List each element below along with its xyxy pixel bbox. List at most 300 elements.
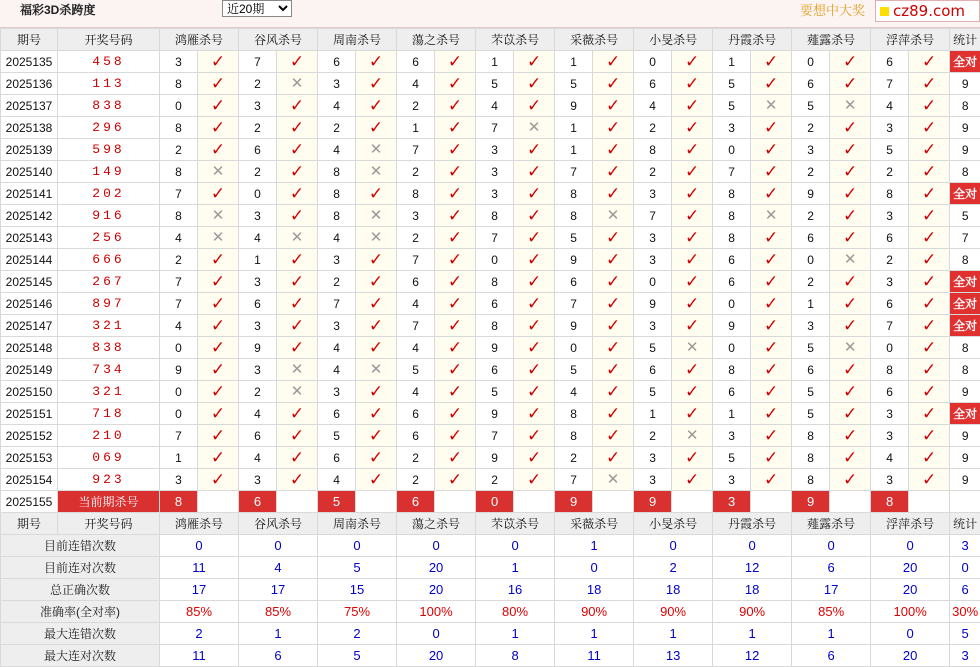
result-mark-cell <box>356 469 397 491</box>
kill-number-cell: 1 <box>239 249 277 271</box>
checkmark-icon: ✓ <box>764 382 778 401</box>
checkmark-icon: ✓ <box>448 316 462 335</box>
checkmark-icon: ✓ <box>764 426 778 445</box>
result-mark-cell <box>672 425 713 447</box>
kill-number-cell: 0 <box>160 403 198 425</box>
table-row <box>1 271 980 293</box>
result-mark-cell <box>435 249 476 271</box>
table-row <box>1 51 980 73</box>
checkmark-icon: ✓ <box>369 316 383 335</box>
checkmark-icon: ✓ <box>606 74 620 93</box>
cross-icon: ✕ <box>844 339 857 356</box>
kill-number-cell: 8 <box>318 205 356 227</box>
site-logo[interactable] <box>875 0 980 22</box>
kill-number-cell: 0 <box>792 249 830 271</box>
header-expert[interactable]: 薤露杀号 <box>792 29 871 51</box>
header-expert[interactable]: 浮萍杀号 <box>871 513 950 535</box>
current-blank-cell <box>751 491 792 513</box>
kill-number-cell: 3 <box>476 139 514 161</box>
period-cell: 2025137 <box>1 95 58 117</box>
header-expert[interactable]: 芣苡杀号 <box>476 29 555 51</box>
result-mark-cell <box>751 117 792 139</box>
current-kill-number: 9 <box>555 491 593 513</box>
header-draw: 开奖号码 <box>58 513 160 535</box>
period-cell: 2025148 <box>1 337 58 359</box>
result-mark-cell <box>751 337 792 359</box>
kill-number-cell: 3 <box>634 469 672 491</box>
checkmark-icon: ✓ <box>922 448 936 467</box>
summary-value: 11 <box>555 645 634 667</box>
current-blank-cell <box>672 491 713 513</box>
checkmark-icon: ✓ <box>764 294 778 313</box>
checkmark-icon: ✓ <box>290 118 304 137</box>
checkmark-icon: ✓ <box>290 184 304 203</box>
kill-number-cell: 0 <box>713 337 751 359</box>
checkmark-icon: ✓ <box>448 360 462 379</box>
kill-number-cell: 2 <box>792 117 830 139</box>
header-expert[interactable]: 蕩之杀号 <box>397 513 476 535</box>
result-mark-cell <box>751 205 792 227</box>
kill-number-cell: 3 <box>318 73 356 95</box>
cross-icon: ✕ <box>291 75 304 92</box>
kill-number-cell: 3 <box>160 51 198 73</box>
summary-label: 目前连错次数 <box>1 535 160 557</box>
summary-value: 0 <box>792 535 871 557</box>
kill-number-cell: 3 <box>871 117 909 139</box>
checkmark-icon: ✓ <box>527 96 541 115</box>
result-mark-cell <box>672 227 713 249</box>
header-expert[interactable]: 采薇杀号 <box>555 29 634 51</box>
period-cell: 2025153 <box>1 447 58 469</box>
checkmark-icon: ✓ <box>685 228 699 247</box>
current-kill-number: 6 <box>239 491 277 513</box>
checkmark-icon: ✓ <box>843 448 857 467</box>
current-kill-number: 9 <box>634 491 672 513</box>
checkmark-icon: ✓ <box>685 74 699 93</box>
result-mark-cell <box>830 315 871 337</box>
draw-number-cell <box>58 337 160 359</box>
kill-number-cell: 3 <box>634 227 672 249</box>
row-stat-cell: 8 <box>950 359 980 381</box>
kill-number-cell: 8 <box>318 183 356 205</box>
checkmark-icon: ✓ <box>685 184 699 203</box>
page-title: 福彩3D杀跨度 <box>20 1 95 18</box>
kill-number-cell: 3 <box>871 205 909 227</box>
kill-number-cell: 8 <box>555 183 593 205</box>
checkmark-icon: ✓ <box>211 250 225 269</box>
kill-number-cell: 6 <box>476 359 514 381</box>
cross-icon: ✕ <box>607 207 620 224</box>
result-mark-cell <box>514 425 555 447</box>
result-mark-cell <box>830 293 871 315</box>
result-mark-cell <box>356 73 397 95</box>
kill-number-cell: 4 <box>476 95 514 117</box>
checkmark-icon: ✓ <box>527 184 541 203</box>
result-mark-cell <box>672 183 713 205</box>
result-mark-cell <box>593 293 634 315</box>
kill-number-cell: 1 <box>792 293 830 315</box>
result-mark-cell <box>830 359 871 381</box>
table-row <box>1 161 980 183</box>
cross-icon: ✕ <box>370 163 383 180</box>
result-mark-cell <box>514 95 555 117</box>
result-mark-cell <box>356 117 397 139</box>
result-mark-cell <box>751 51 792 73</box>
logo-square-icon <box>880 7 889 16</box>
kill-number-cell: 5 <box>555 73 593 95</box>
kill-number-cell: 3 <box>634 249 672 271</box>
kill-number-cell: 2 <box>555 447 593 469</box>
checkmark-icon: ✓ <box>764 316 778 335</box>
checkmark-icon: ✓ <box>448 470 462 489</box>
kill-number-cell: 6 <box>239 139 277 161</box>
summary-value: 0 <box>871 623 950 645</box>
result-mark-cell <box>672 249 713 271</box>
kill-number-cell: 5 <box>634 381 672 403</box>
result-mark-cell <box>435 447 476 469</box>
period-cell: 2025154 <box>1 469 58 491</box>
result-mark-cell <box>672 73 713 95</box>
summary-value: 1 <box>555 535 634 557</box>
header-expert[interactable]: 鸿雁杀号 <box>160 29 239 51</box>
kill-number-cell: 6 <box>792 359 830 381</box>
kill-number-cell: 5 <box>476 381 514 403</box>
checkmark-icon: ✓ <box>606 404 620 423</box>
checkmark-icon: ✓ <box>448 250 462 269</box>
kill-number-cell: 8 <box>634 139 672 161</box>
kill-number-cell: 2 <box>239 73 277 95</box>
kill-number-cell: 6 <box>239 293 277 315</box>
kill-number-cell: 7 <box>871 315 909 337</box>
summary-stat: 5 <box>950 623 980 645</box>
header-expert[interactable]: 周南杀号 <box>318 29 397 51</box>
kill-number-cell: 2 <box>397 469 435 491</box>
kill-number-cell: 3 <box>634 447 672 469</box>
result-mark-cell <box>514 403 555 425</box>
result-mark-cell <box>751 359 792 381</box>
summary-value: 1 <box>634 623 713 645</box>
kill-number-cell: 3 <box>318 315 356 337</box>
checkmark-icon: ✓ <box>290 426 304 445</box>
result-mark-cell <box>356 205 397 227</box>
draw-number-cell <box>58 447 160 469</box>
checkmark-icon: ✓ <box>211 448 225 467</box>
kill-number-cell: 7 <box>160 425 198 447</box>
result-mark-cell <box>751 183 792 205</box>
result-mark-cell <box>277 403 318 425</box>
checkmark-icon: ✓ <box>843 206 857 225</box>
checkmark-icon: ✓ <box>922 360 936 379</box>
kill-number-cell: 6 <box>871 293 909 315</box>
table-row <box>1 139 980 161</box>
kill-number-cell: 3 <box>239 95 277 117</box>
header-expert[interactable]: 浮萍杀号 <box>871 29 950 51</box>
row-stat-cell: 9 <box>950 425 980 447</box>
result-mark-cell <box>593 51 634 73</box>
cross-icon: ✕ <box>212 163 225 180</box>
summary-value: 4 <box>239 557 318 579</box>
result-mark-cell <box>198 95 239 117</box>
draw-number: 838 <box>92 98 124 113</box>
checkmark-icon: ✓ <box>685 316 699 335</box>
kill-number-cell: 8 <box>555 425 593 447</box>
draw-number-cell <box>58 381 160 403</box>
checkmark-icon: ✓ <box>843 52 857 71</box>
result-mark-cell <box>593 117 634 139</box>
summary-value: 0 <box>476 535 555 557</box>
result-mark-cell <box>435 183 476 205</box>
summary-value: 0 <box>239 535 318 557</box>
checkmark-icon: ✓ <box>606 162 620 181</box>
table-row <box>1 183 980 205</box>
checkmark-icon: ✓ <box>527 206 541 225</box>
checkmark-icon: ✓ <box>448 382 462 401</box>
kill-number-cell: 6 <box>792 73 830 95</box>
promo-text[interactable]: 要想中大奖 <box>800 0 865 19</box>
checkmark-icon: ✓ <box>211 382 225 401</box>
current-kill-number: 5 <box>318 491 356 513</box>
checkmark-icon: ✓ <box>211 52 225 71</box>
result-mark-cell <box>198 447 239 469</box>
summary-value: 5 <box>318 645 397 667</box>
result-mark-cell <box>435 161 476 183</box>
kill-number-cell: 6 <box>634 73 672 95</box>
checkmark-icon: ✓ <box>843 404 857 423</box>
result-mark-cell <box>672 161 713 183</box>
checkmark-icon: ✓ <box>922 272 936 291</box>
summary-stat: 3 <box>950 645 980 667</box>
result-mark-cell <box>277 469 318 491</box>
current-blank-cell <box>593 491 634 513</box>
kill-number-cell: 9 <box>792 183 830 205</box>
checkmark-icon: ✓ <box>764 360 778 379</box>
result-mark-cell <box>672 403 713 425</box>
header-expert[interactable]: 小旻杀号 <box>634 29 713 51</box>
result-mark-cell <box>751 381 792 403</box>
current-kill-number: 8 <box>871 491 909 513</box>
draw-number-cell <box>58 51 160 73</box>
table-row <box>1 249 980 271</box>
period-cell: 2025147 <box>1 315 58 337</box>
kill-number-cell: 8 <box>476 315 514 337</box>
cross-icon: ✕ <box>370 361 383 378</box>
summary-value: 0 <box>397 623 476 645</box>
checkmark-icon: ✓ <box>685 272 699 291</box>
draw-number-cell <box>58 117 160 139</box>
summary-row <box>1 535 980 557</box>
kill-number-cell: 2 <box>239 381 277 403</box>
summary-value: 100% <box>397 601 476 623</box>
draw-number-cell <box>58 359 160 381</box>
result-mark-cell <box>198 227 239 249</box>
result-mark-cell <box>514 381 555 403</box>
checkmark-icon: ✓ <box>843 426 857 445</box>
result-mark-cell <box>751 403 792 425</box>
header-expert[interactable]: 周南杀号 <box>318 513 397 535</box>
result-mark-cell <box>356 139 397 161</box>
kill-number-cell: 5 <box>792 337 830 359</box>
result-mark-cell <box>909 271 950 293</box>
row-stat-cell: 9 <box>950 73 980 95</box>
draw-number-cell <box>58 425 160 447</box>
result-mark-cell <box>198 293 239 315</box>
kill-number-cell: 9 <box>555 315 593 337</box>
kill-number-cell: 4 <box>318 359 356 381</box>
checkmark-icon: ✓ <box>448 184 462 203</box>
draw-number-cell <box>58 271 160 293</box>
current-kill-number: 3 <box>713 491 751 513</box>
checkmark-icon: ✓ <box>211 470 225 489</box>
kill-number-cell: 6 <box>318 51 356 73</box>
cross-icon: ✕ <box>844 97 857 114</box>
result-mark-cell <box>435 337 476 359</box>
header-expert[interactable]: 丹霞杀号 <box>713 29 792 51</box>
kill-number-cell: 5 <box>713 73 751 95</box>
result-mark-cell <box>277 359 318 381</box>
checkmark-icon: ✓ <box>369 448 383 467</box>
period-range-select[interactable] <box>222 0 292 17</box>
header-expert[interactable]: 丹霞杀号 <box>713 513 792 535</box>
result-mark-cell <box>672 293 713 315</box>
kill-number-cell: 4 <box>318 139 356 161</box>
result-mark-cell <box>672 51 713 73</box>
kill-number-table <box>0 28 980 667</box>
checkmark-icon: ✓ <box>764 250 778 269</box>
period-cell: 2025145 <box>1 271 58 293</box>
header-expert[interactable]: 谷风杀号 <box>239 29 318 51</box>
result-mark-cell <box>277 161 318 183</box>
row-stat-cell: 9 <box>950 381 980 403</box>
header-expert[interactable]: 芣苡杀号 <box>476 513 555 535</box>
checkmark-icon: ✓ <box>211 272 225 291</box>
draw-number: 838 <box>92 340 124 355</box>
kill-number-cell: 1 <box>555 51 593 73</box>
current-blank-cell <box>514 491 555 513</box>
checkmark-icon: ✓ <box>290 250 304 269</box>
checkmark-icon: ✓ <box>290 206 304 225</box>
checkmark-icon: ✓ <box>290 272 304 291</box>
checkmark-icon: ✓ <box>369 96 383 115</box>
kill-number-cell: 7 <box>555 161 593 183</box>
summary-value: 6 <box>792 645 871 667</box>
result-mark-cell <box>830 51 871 73</box>
kill-number-cell: 6 <box>397 51 435 73</box>
result-mark-cell <box>672 117 713 139</box>
checkmark-icon: ✓ <box>606 118 620 137</box>
kill-number-cell: 2 <box>634 117 672 139</box>
kill-number-cell: 7 <box>160 183 198 205</box>
kill-number-cell: 5 <box>792 381 830 403</box>
kill-number-cell: 6 <box>713 271 751 293</box>
result-mark-cell <box>830 95 871 117</box>
kill-number-cell: 8 <box>397 183 435 205</box>
checkmark-icon: ✓ <box>843 294 857 313</box>
draw-number: 321 <box>92 384 124 399</box>
header-expert[interactable]: 薤露杀号 <box>792 513 871 535</box>
kill-number-cell: 0 <box>634 271 672 293</box>
result-mark-cell <box>277 447 318 469</box>
header-expert[interactable]: 小旻杀号 <box>634 513 713 535</box>
kill-number-cell: 6 <box>871 227 909 249</box>
checkmark-icon: ✓ <box>764 140 778 159</box>
cross-icon: ✕ <box>370 141 383 158</box>
table-row <box>1 117 980 139</box>
kill-number-cell: 2 <box>397 447 435 469</box>
kill-number-cell: 8 <box>871 359 909 381</box>
checkmark-icon: ✓ <box>606 96 620 115</box>
result-mark-cell <box>830 469 871 491</box>
summary-value: 11 <box>160 645 239 667</box>
summary-stat: 0 <box>950 557 980 579</box>
kill-number-cell: 6 <box>318 403 356 425</box>
draw-number: 113 <box>92 76 124 91</box>
result-mark-cell <box>356 249 397 271</box>
row-stat-cell: 8 <box>950 161 980 183</box>
summary-value: 20 <box>397 645 476 667</box>
result-mark-cell <box>830 447 871 469</box>
summary-value: 75% <box>318 601 397 623</box>
header-expert[interactable]: 采薇杀号 <box>555 513 634 535</box>
kill-number-cell: 7 <box>476 117 514 139</box>
checkmark-icon: ✓ <box>685 162 699 181</box>
result-mark-cell <box>672 469 713 491</box>
draw-number: 718 <box>92 406 124 421</box>
summary-value: 6 <box>239 645 318 667</box>
checkmark-icon: ✓ <box>448 426 462 445</box>
kill-number-cell: 0 <box>713 139 751 161</box>
checkmark-icon: ✓ <box>290 338 304 357</box>
kill-number-cell: 4 <box>555 381 593 403</box>
result-mark-cell <box>277 315 318 337</box>
kill-number-cell: 6 <box>713 381 751 403</box>
cross-icon: ✕ <box>765 207 778 224</box>
kill-number-cell: 4 <box>160 227 198 249</box>
kill-number-cell: 5 <box>555 227 593 249</box>
header-expert[interactable]: 蕩之杀号 <box>397 29 476 51</box>
checkmark-icon: ✓ <box>764 118 778 137</box>
checkmark-icon: ✓ <box>764 404 778 423</box>
checkmark-icon: ✓ <box>527 250 541 269</box>
checkmark-icon: ✓ <box>606 184 620 203</box>
checkmark-icon: ✓ <box>843 140 857 159</box>
kill-number-cell: 8 <box>555 205 593 227</box>
result-mark-cell <box>514 205 555 227</box>
row-stat-cell: 8 <box>950 95 980 117</box>
kill-number-cell: 6 <box>555 271 593 293</box>
period-cell: 2025144 <box>1 249 58 271</box>
result-mark-cell <box>593 381 634 403</box>
kill-number-cell: 8 <box>318 161 356 183</box>
result-mark-cell <box>593 249 634 271</box>
draw-number: 069 <box>92 450 124 465</box>
kill-number-cell: 5 <box>871 139 909 161</box>
summary-value: 1 <box>792 623 871 645</box>
kill-number-cell: 8 <box>476 271 514 293</box>
checkmark-icon: ✓ <box>211 118 225 137</box>
kill-number-cell: 3 <box>792 315 830 337</box>
checkmark-icon: ✓ <box>448 448 462 467</box>
kill-number-cell: 3 <box>239 271 277 293</box>
row-stat-cell: 9 <box>950 447 980 469</box>
checkmark-icon: ✓ <box>764 52 778 71</box>
result-mark-cell <box>593 271 634 293</box>
header-expert[interactable]: 鸿雁杀号 <box>160 513 239 535</box>
result-mark-cell <box>198 117 239 139</box>
summary-value: 0 <box>871 535 950 557</box>
header-expert[interactable]: 谷风杀号 <box>239 513 318 535</box>
result-mark-cell <box>593 205 634 227</box>
checkmark-icon: ✓ <box>606 228 620 247</box>
